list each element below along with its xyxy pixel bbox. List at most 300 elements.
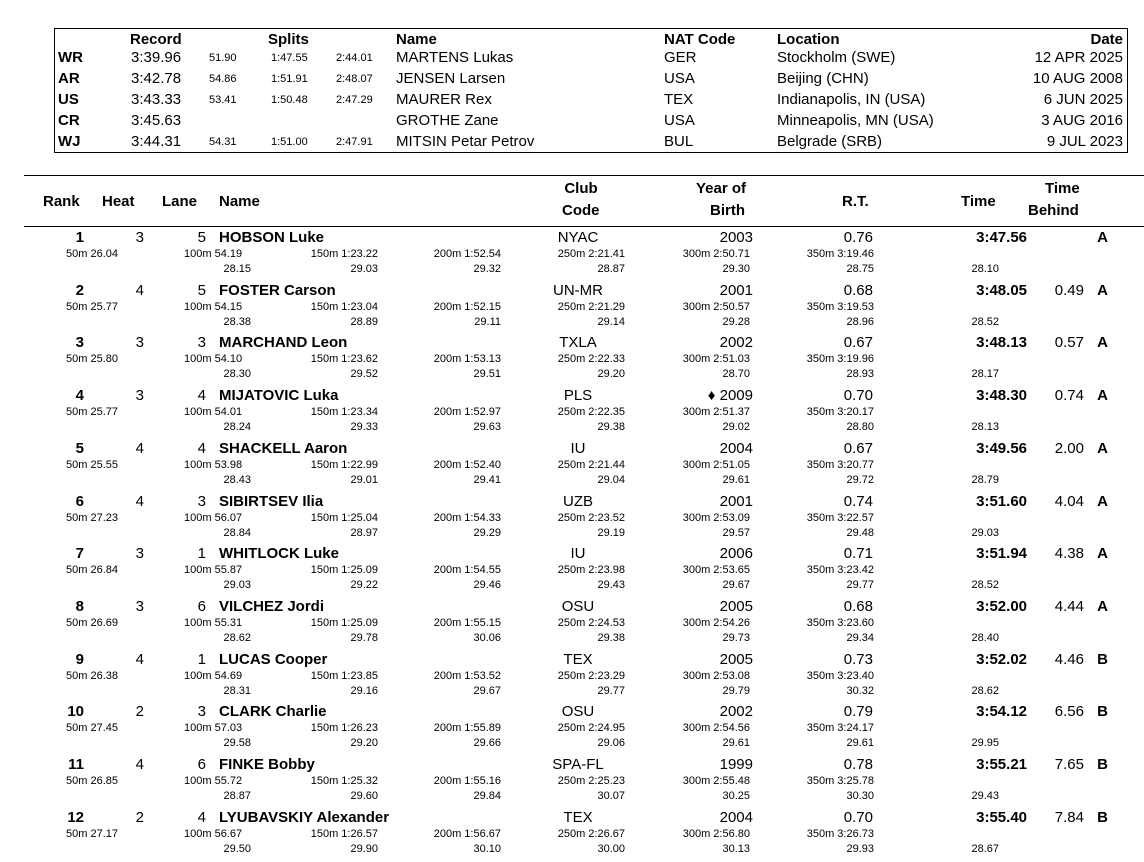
lap-150m: 29.52 <box>350 368 378 381</box>
result-name: SIBIRTSEV Ilia <box>219 492 324 510</box>
split-150m: 150m 1:22.99 <box>310 458 378 471</box>
record-split-1: 54.86 <box>209 73 237 85</box>
split-300m: 300m 2:54.26 <box>682 616 750 629</box>
result-row <box>0 651 1144 703</box>
lap-100m: 29.03 <box>223 579 251 592</box>
result-row <box>0 703 1144 755</box>
result-reaction-time: 0.68 <box>843 281 873 299</box>
result-name: LUCAS Cooper <box>219 650 328 668</box>
split-100m: 100m 55.72 <box>184 775 243 787</box>
records-header-date: Date <box>1090 31 1123 48</box>
result-final-letter: B <box>1097 756 1108 773</box>
record-location: Belgrade (SRB) <box>777 133 883 150</box>
record-time: 3:45.63 <box>131 112 182 129</box>
result-time-behind: 0.57 <box>1054 334 1084 352</box>
lap-400m: 28.13 <box>971 421 999 434</box>
split-350m: 350m 3:19.96 <box>806 353 874 366</box>
lap-200m: 29.41 <box>473 473 501 486</box>
lap-300m: 29.30 <box>722 263 750 275</box>
record-nat: USA <box>664 112 695 129</box>
split-50m: 50m 25.77 <box>66 406 118 419</box>
result-heat: 4 <box>135 756 144 773</box>
lap-300m: 29.61 <box>722 473 750 486</box>
result-reaction-time: 0.71 <box>843 545 873 563</box>
record-time: 3:44.31 <box>131 133 182 150</box>
split-300m: 300m 2:53.65 <box>682 564 750 577</box>
lap-400m: 29.95 <box>971 737 999 750</box>
result-name: FINKE Bobby <box>219 756 315 773</box>
lap-350m: 29.93 <box>846 842 874 855</box>
split-100m: 100m 54.01 <box>184 406 243 419</box>
split-200m: 200m 1:54.33 <box>433 511 501 524</box>
result-club: TEX <box>563 650 593 668</box>
split-250m: 250m 2:23.29 <box>557 669 625 682</box>
split-150m: 150m 1:25.32 <box>310 775 378 787</box>
result-name: WHITLOCK Luke <box>219 545 339 563</box>
result-final-letter: A <box>1097 597 1108 615</box>
result-time: 3:52.02 <box>976 650 1027 668</box>
lap-100m: 28.30 <box>223 368 251 381</box>
result-reaction-time: 0.67 <box>843 334 873 352</box>
header-year-of: Year of <box>696 180 747 197</box>
record-row <box>55 91 1127 111</box>
split-350m: 350m 3:20.77 <box>806 458 874 471</box>
result-lane: 1 <box>197 650 206 668</box>
lap-100m: 28.24 <box>223 421 251 434</box>
result-club: OSU <box>561 703 595 721</box>
split-250m: 250m 2:24.95 <box>557 722 625 735</box>
split-200m: 200m 1:52.97 <box>433 406 501 419</box>
result-heat: 4 <box>135 439 144 457</box>
record-time: 3:42.78 <box>131 70 182 87</box>
result-rank: 6 <box>75 492 84 510</box>
record-row <box>55 70 1127 90</box>
result-lane: 4 <box>197 439 206 457</box>
result-club: TEX <box>563 808 593 826</box>
split-200m: 200m 1:54.55 <box>433 564 501 577</box>
result-time: 3:51.60 <box>976 492 1027 510</box>
split-150m: 150m 1:23.34 <box>310 406 378 419</box>
split-50m: 50m 27.45 <box>66 722 118 735</box>
lap-200m: 29.63 <box>473 421 501 434</box>
result-time-behind: 4.44 <box>1054 597 1084 615</box>
record-time: 3:39.96 <box>131 49 182 66</box>
split-150m: 150m 1:25.09 <box>310 564 378 577</box>
record-location: Stockholm (SWE) <box>777 49 896 66</box>
records-header-splits: Splits <box>268 31 309 48</box>
result-lane: 4 <box>197 387 206 405</box>
result-name: VILCHEZ Jordi <box>219 597 325 615</box>
lap-350m: 30.30 <box>846 790 874 802</box>
split-200m: 200m 1:52.54 <box>433 248 501 260</box>
result-club: UN-MR <box>553 281 603 299</box>
lap-150m: 29.03 <box>350 263 378 275</box>
result-heat: 3 <box>135 545 144 563</box>
record-code: WJ <box>58 133 81 150</box>
lap-350m: 29.48 <box>846 526 874 539</box>
lap-250m: 29.04 <box>597 473 625 486</box>
result-club: TXLA <box>559 334 597 352</box>
lap-300m: 28.70 <box>722 368 750 381</box>
split-200m: 200m 1:55.16 <box>433 775 501 787</box>
lap-350m: 28.93 <box>846 368 874 381</box>
result-name: FOSTER Carson <box>219 281 336 299</box>
split-300m: 300m 2:54.56 <box>682 722 750 735</box>
result-rank: 3 <box>75 334 84 352</box>
result-lane: 3 <box>197 334 206 352</box>
record-date: 3 AUG 2016 <box>1041 112 1123 129</box>
split-50m: 50m 27.17 <box>66 827 118 840</box>
header-lane: Lane <box>162 193 198 210</box>
record-name: MAURER Rex <box>396 91 492 108</box>
lap-150m: 29.33 <box>350 421 378 434</box>
result-lane: 6 <box>197 756 206 773</box>
header-club: Club <box>564 180 598 197</box>
record-name: JENSEN Larsen <box>396 70 506 87</box>
lap-150m: 28.97 <box>350 526 378 539</box>
lap-200m: 29.32 <box>473 263 501 275</box>
lap-250m: 29.43 <box>597 579 625 592</box>
split-350m: 350m 3:22.57 <box>806 511 874 524</box>
result-reaction-time: 0.79 <box>843 703 873 721</box>
record-nat: USA <box>664 70 695 87</box>
record-split-2: 1:50.48 <box>271 94 308 106</box>
record-code: CR <box>58 112 80 129</box>
split-150m: 150m 1:23.62 <box>310 353 378 366</box>
lap-400m: 28.62 <box>971 684 999 697</box>
lap-150m: 28.89 <box>350 315 378 328</box>
lap-250m: 28.87 <box>597 263 625 275</box>
result-year-of-birth: 2001 <box>719 492 753 510</box>
header-rank: Rank <box>43 193 80 210</box>
split-250m: 250m 2:21.29 <box>557 300 625 313</box>
record-date: 10 AUG 2008 <box>1032 70 1123 87</box>
result-year-of-birth: 2003 <box>719 229 753 246</box>
record-split-3: 2:47.29 <box>336 94 373 106</box>
lap-200m: 29.51 <box>473 368 501 381</box>
result-rank: 9 <box>75 650 84 668</box>
split-50m: 50m 26.38 <box>66 669 118 682</box>
result-time-behind: 4.46 <box>1054 650 1084 668</box>
record-date: 9 JUL 2023 <box>1046 133 1123 150</box>
result-reaction-time: 0.67 <box>843 439 873 457</box>
result-rank: 1 <box>75 229 84 246</box>
split-50m: 50m 26.04 <box>66 248 118 260</box>
records-divider <box>54 47 55 152</box>
result-lane: 6 <box>197 597 206 615</box>
result-row <box>0 334 1144 386</box>
lap-100m: 28.84 <box>223 526 251 539</box>
split-300m: 300m 2:50.57 <box>682 300 750 313</box>
result-row <box>0 545 1144 597</box>
lap-350m: 29.34 <box>846 631 874 644</box>
split-200m: 200m 1:55.89 <box>433 722 501 735</box>
split-100m: 100m 53.98 <box>184 458 243 471</box>
lap-350m: 30.32 <box>846 684 874 697</box>
split-150m: 150m 1:26.57 <box>310 827 378 840</box>
result-heat: 4 <box>135 650 144 668</box>
result-final-letter: B <box>1097 703 1108 721</box>
lap-150m: 29.60 <box>350 790 378 802</box>
split-200m: 200m 1:56.67 <box>433 827 501 840</box>
split-300m: 300m 2:51.05 <box>682 458 750 471</box>
record-split-1: 53.41 <box>209 94 237 106</box>
record-code: WR <box>58 49 83 66</box>
record-nat: BUL <box>664 133 694 150</box>
record-split-2: 1:51.00 <box>271 136 308 148</box>
result-club: IU <box>570 439 586 457</box>
result-lane: 3 <box>197 703 206 721</box>
lap-300m: 29.61 <box>722 737 750 750</box>
result-time-behind: 6.56 <box>1054 703 1084 721</box>
lap-400m: 28.17 <box>971 368 999 381</box>
result-name: SHACKELL Aaron <box>219 439 348 457</box>
result-row <box>0 440 1144 492</box>
record-name: MITSIN Petar Petrov <box>396 133 535 150</box>
result-row <box>0 598 1144 650</box>
result-reaction-time: 0.68 <box>843 597 873 615</box>
lap-100m: 28.43 <box>223 473 251 486</box>
lap-250m: 29.38 <box>597 421 625 434</box>
lap-200m: 30.06 <box>473 631 501 644</box>
result-row <box>0 493 1144 545</box>
result-club: NYAC <box>557 229 599 246</box>
lap-200m: 29.29 <box>473 526 501 539</box>
record-name: MARTENS Lukas <box>396 49 514 66</box>
split-50m: 50m 25.80 <box>66 353 118 366</box>
result-time: 3:55.21 <box>976 756 1027 773</box>
split-300m: 300m 2:51.03 <box>682 353 750 366</box>
split-50m: 50m 25.55 <box>66 458 118 471</box>
result-year-of-birth: 2002 <box>719 703 753 721</box>
split-100m: 100m 55.31 <box>184 616 243 629</box>
record-split-2: 1:47.55 <box>271 52 308 64</box>
split-100m: 100m 56.07 <box>184 511 243 524</box>
result-lane: 1 <box>197 545 206 563</box>
result-time: 3:48.13 <box>976 334 1027 352</box>
lap-350m: 28.96 <box>846 315 874 328</box>
record-split-1: 51.90 <box>209 52 237 64</box>
record-row <box>55 133 1127 153</box>
record-code: US <box>58 91 79 108</box>
result-final-letter: A <box>1097 492 1108 510</box>
result-reaction-time: 0.74 <box>843 492 873 510</box>
split-100m: 100m 54.19 <box>184 248 243 260</box>
result-heat: 2 <box>135 703 144 721</box>
lap-200m: 29.11 <box>474 315 501 328</box>
lap-150m: 29.16 <box>350 684 378 697</box>
result-reaction-time: 0.76 <box>843 229 873 246</box>
record-nat: TEX <box>664 91 694 108</box>
split-250m: 250m 2:21.44 <box>557 458 625 471</box>
split-50m: 50m 26.85 <box>66 775 118 787</box>
records-header-nat: NAT Code <box>664 31 736 48</box>
split-250m: 250m 2:23.98 <box>557 564 625 577</box>
lap-400m: 28.40 <box>971 631 999 644</box>
results-header <box>24 175 1144 227</box>
result-year-of-birth: 2004 <box>719 808 753 826</box>
header-time-behind-1: Time <box>1045 180 1080 197</box>
header-heat: Heat <box>102 193 135 210</box>
lap-350m: 29.72 <box>846 473 874 486</box>
split-200m: 200m 1:52.40 <box>433 458 501 471</box>
record-row <box>55 49 1127 69</box>
result-year-of-birth: 2005 <box>719 597 753 615</box>
split-150m: 150m 1:23.04 <box>310 300 378 313</box>
records-header-record: Record <box>130 31 182 48</box>
record-location: Minneapolis, MN (USA) <box>777 112 934 129</box>
result-year-of-birth: 2005 <box>719 650 753 668</box>
lap-200m: 29.66 <box>473 737 501 750</box>
split-50m: 50m 27.23 <box>66 511 118 524</box>
result-time: 3:52.00 <box>976 597 1027 615</box>
lap-300m: 29.28 <box>722 315 750 328</box>
result-rank: 11 <box>68 756 84 773</box>
result-row <box>0 229 1144 281</box>
lap-250m: 29.19 <box>597 526 625 539</box>
lap-300m: 29.79 <box>722 684 750 697</box>
lap-100m: 28.31 <box>223 684 251 697</box>
split-100m: 100m 57.03 <box>184 722 243 735</box>
result-heat: 2 <box>135 808 144 826</box>
split-300m: 300m 2:53.09 <box>682 511 750 524</box>
result-time-behind: 2.00 <box>1054 439 1084 457</box>
lap-250m: 30.00 <box>597 842 625 855</box>
result-rank: 2 <box>75 281 84 299</box>
lap-200m: 29.67 <box>473 684 501 697</box>
lap-150m: 29.90 <box>350 842 378 855</box>
header-time: Time <box>961 193 996 210</box>
record-split-3: 2:47.91 <box>336 136 373 148</box>
lap-250m: 29.06 <box>597 737 625 750</box>
result-lane: 5 <box>197 281 206 299</box>
result-time-behind: 7.84 <box>1054 808 1084 826</box>
result-name: HOBSON Luke <box>219 229 325 246</box>
result-final-letter: A <box>1097 545 1108 563</box>
result-reaction-time: 0.73 <box>843 650 873 668</box>
lap-200m: 30.10 <box>473 842 501 855</box>
split-250m: 250m 2:23.52 <box>557 511 625 524</box>
split-250m: 250m 2:26.67 <box>557 827 625 840</box>
result-year-of-birth: 2006 <box>719 545 753 563</box>
split-50m: 50m 26.69 <box>66 616 118 629</box>
lap-350m: 29.77 <box>846 579 874 592</box>
result-year-of-birth: 1999 <box>719 756 753 773</box>
lap-250m: 29.38 <box>597 631 625 644</box>
split-150m: 150m 1:25.09 <box>310 616 378 629</box>
lap-150m: 29.20 <box>350 737 378 750</box>
result-row <box>0 387 1144 439</box>
split-250m: 250m 2:21.41 <box>557 248 625 260</box>
lap-100m: 28.62 <box>223 631 251 644</box>
result-time-behind: 0.74 <box>1054 387 1084 405</box>
lap-200m: 29.84 <box>473 790 501 802</box>
split-200m: 200m 1:53.52 <box>433 669 501 682</box>
split-100m: 100m 56.67 <box>184 827 243 840</box>
lap-400m: 28.52 <box>971 315 999 328</box>
result-club: UZB <box>563 492 593 510</box>
result-club: PLS <box>563 387 593 405</box>
split-100m: 100m 55.87 <box>184 564 243 577</box>
lap-350m: 29.61 <box>846 737 874 750</box>
split-350m: 350m 3:20.17 <box>806 406 874 419</box>
record-code: AR <box>58 70 80 87</box>
split-100m: 100m 54.15 <box>184 300 243 313</box>
header-birth: Birth <box>710 202 745 219</box>
split-100m: 100m 54.10 <box>184 353 243 366</box>
records-header-name: Name <box>396 31 437 48</box>
result-time: 3:54.12 <box>976 703 1027 721</box>
lap-100m: 28.15 <box>223 263 251 275</box>
split-250m: 250m 2:22.35 <box>557 406 625 419</box>
lap-100m: 29.50 <box>223 842 251 855</box>
lap-100m: 28.87 <box>223 790 251 802</box>
lap-300m: 29.73 <box>722 631 750 644</box>
split-150m: 150m 1:23.22 <box>310 248 378 260</box>
lap-400m: 28.52 <box>971 579 999 592</box>
header-name: Name <box>219 193 260 210</box>
result-lane: 4 <box>197 808 206 826</box>
split-250m: 250m 2:24.53 <box>557 616 625 629</box>
result-year-of-birth: 2004 <box>719 439 753 457</box>
result-rank: 7 <box>75 545 84 563</box>
result-heat: 3 <box>135 387 144 405</box>
result-rank: 8 <box>75 597 84 615</box>
split-300m: 300m 2:55.48 <box>682 775 750 787</box>
split-350m: 350m 3:23.40 <box>806 669 874 682</box>
split-350m: 350m 3:23.60 <box>806 616 874 629</box>
split-350m: 350m 3:19.46 <box>806 248 874 260</box>
split-350m: 350m 3:19.53 <box>806 300 874 313</box>
result-time-behind: 0.49 <box>1054 281 1084 299</box>
lap-150m: 29.01 <box>350 473 378 486</box>
record-split-3: 2:48.07 <box>336 73 373 85</box>
result-final-letter: B <box>1097 808 1108 826</box>
result-time-behind: 4.04 <box>1054 492 1084 510</box>
lap-400m: 28.67 <box>971 842 999 855</box>
split-150m: 150m 1:26.23 <box>310 722 378 735</box>
record-row <box>55 112 1127 132</box>
record-split-2: 1:51.91 <box>271 73 308 85</box>
result-time-behind: 4.38 <box>1054 545 1084 563</box>
header-code: Code <box>562 202 600 219</box>
split-350m: 350m 3:23.42 <box>806 564 874 577</box>
result-heat: 3 <box>135 334 144 352</box>
lap-400m: 28.79 <box>971 473 999 486</box>
lap-300m: 30.25 <box>722 790 750 802</box>
lap-250m: 30.07 <box>597 790 625 802</box>
result-row <box>0 756 1144 808</box>
split-200m: 200m 1:55.15 <box>433 616 501 629</box>
result-final-letter: A <box>1097 281 1108 299</box>
split-300m: 300m 2:50.71 <box>682 248 750 260</box>
split-50m: 50m 25.77 <box>66 300 118 313</box>
result-name: MIJATOVIC Luka <box>219 387 339 405</box>
header-rt: R.T. <box>842 193 869 210</box>
lap-400m: 29.03 <box>971 526 999 539</box>
split-350m: 350m 3:25.78 <box>806 775 874 787</box>
result-time: 3:48.30 <box>976 387 1027 405</box>
lap-300m: 29.02 <box>722 421 750 434</box>
split-350m: 350m 3:24.17 <box>806 722 874 735</box>
result-final-letter: A <box>1097 334 1108 352</box>
split-100m: 100m 54.69 <box>184 669 243 682</box>
result-reaction-time: 0.70 <box>843 808 873 826</box>
records-table <box>54 28 1128 153</box>
result-time: 3:49.56 <box>976 439 1027 457</box>
split-150m: 150m 1:23.85 <box>310 669 378 682</box>
record-location: Indianapolis, IN (USA) <box>777 91 926 108</box>
